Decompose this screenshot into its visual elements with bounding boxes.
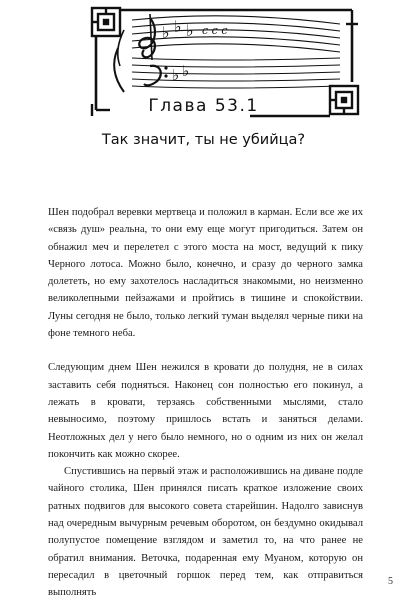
svg-text:♭: ♭: [182, 62, 190, 80]
chapter-title: Глава 53.1: [148, 96, 259, 116]
svg-text:♭: ♭: [172, 66, 180, 84]
paragraph: Следующим днем Шен нежился в кровати до полудня, не в силах заставить себя подняться. Наконец сон полностью его покинул, а лежать в кровати, терзаясь собственными мыслями, стало невыносимо, поэтому пришлось встать и заняться делами. Неотложных дел у него было немного, но о одним из них он желал покончить как можно скорее.: [48, 362, 363, 460]
paragraph: Шен подобрал веревки мертвеца и положил в карман. Если все же их «связь душ» реальна, то они ему еще могут пригодиться. Затем он обнажил меч и перелетел с этого моста на мост, ведущий к пику Черного лотоса. Можно было, конечно, и сразу до черного замка долететь, но ему захотелось насладиться знакомыми, но неизменно великолепными пейзажами и пройтись в тишине и спокойствии. Луны сегодня не было, только легкий туман выделял черные пики на фоне темного неба.: [48, 207, 363, 340]
chapter-subtitle: Так значит, ты не убийца?: [101, 132, 306, 148]
page-number: 5: [388, 576, 393, 587]
chapter-body: [48, 204, 363, 602]
svg-text:♭: ♭: [162, 23, 170, 42]
svg-text:c c c: c c c: [202, 24, 228, 37]
top-right-corner-ornament: [346, 10, 358, 82]
svg-text:♭: ♭: [186, 21, 194, 40]
paragraph: Спустившись на первый этаж и расположившись на диване подле чайного столика, Шен принялся писать краткое изложение своих ратных подвигов для высокого совета старейшин. Надолго зависнув над очередным вычурным речевым оборотом, он бездумно окидывал полупустое помещение взглядом и заметил то, на что ранее не обратил внимания. Веточка, подаренная ему Муаном, которую он пересадил в цветочный горшок перед тем, как отправиться выполнять: [48, 466, 363, 599]
svg-text:♭: ♭: [174, 17, 182, 36]
